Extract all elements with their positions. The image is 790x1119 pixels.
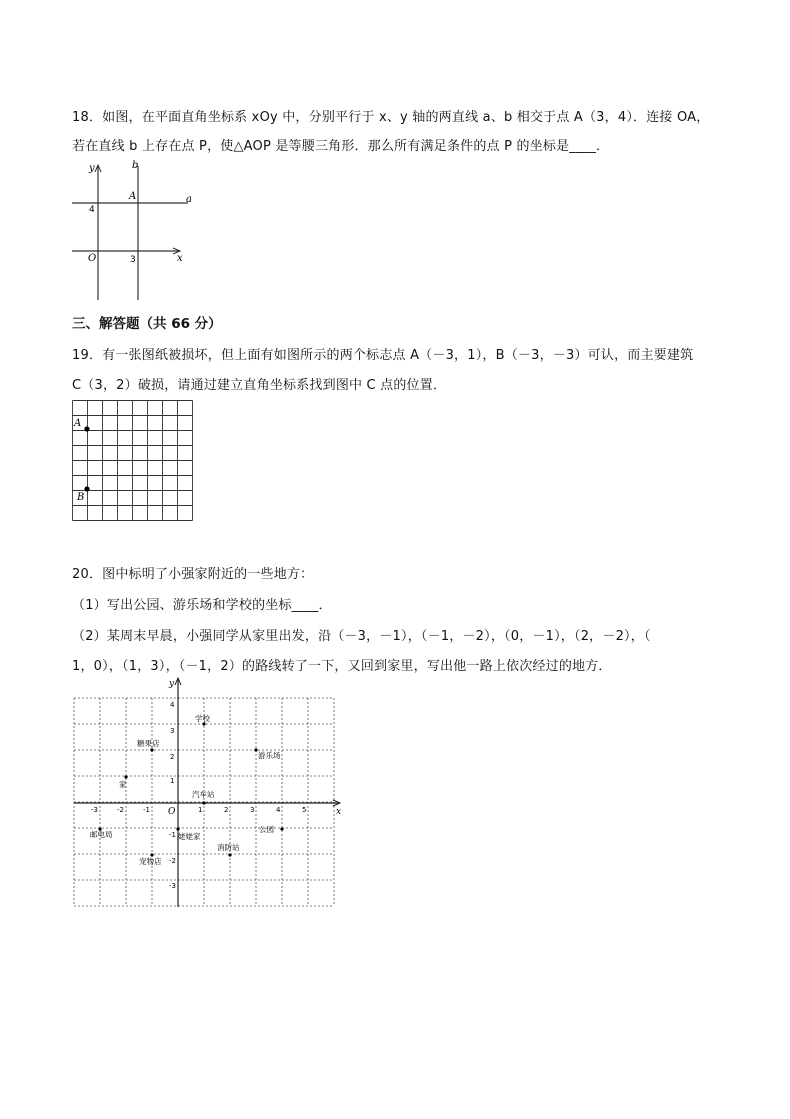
q20-label-y: y [169,679,175,689]
section-heading: 三、解答题（共 66 分） [72,316,222,332]
grandma-point [176,827,179,830]
place-fire: 消防站 [217,843,240,852]
park-point [280,827,283,830]
place-park: 公园 [259,825,274,834]
q18-label-4: 4 [89,205,95,215]
fire-point [228,853,231,856]
place-post: 邮电局 [90,830,113,839]
y-tick: 2 [170,753,175,761]
q20-origin: O [168,807,176,817]
place-grandma: 姥姥家 [178,832,201,841]
q18-label-3: 3 [130,255,136,265]
q18-text-line2: 若在直线 b 上存在点 P，使△AOP 是等腰三角形．那么所有满足条件的点 P 的坐标是____． [72,139,610,154]
q19-text-line2: C（3，2）破损，请通过建立直角坐标系找到图中 C 点的位置． [72,378,447,393]
q20-label-x: x [336,807,342,817]
q20-text-line1: 20．图中标明了小强家附近的一些地方： [72,567,314,582]
x-tick: 2 [224,806,229,814]
q20-text-line4: 1，0），（1，3），（－1，2）的路线转了一下，又回到家里，写出他一路上依次经过的地方． [72,659,612,674]
place-pet: 宠物店 [139,857,162,866]
q18-label-y: y [89,163,95,174]
q18-label-x: x [177,253,183,264]
place-school: 学校 [195,714,210,723]
place-candy: 糖果店 [137,739,160,748]
x-tick: -3 [91,806,98,814]
place-amusement: 游乐场 [258,751,281,760]
x-tick: 5 [302,806,307,814]
q20-text-line2: （1）写出公园、游乐场和学校的坐标____． [72,598,332,613]
y-tick: -3 [169,882,176,890]
q19-text-line1: 19．有一张图纸被损坏，但上面有如图所示的两个标志点 A（－3，1），B（－3，－3）可认，而主要建筑 [72,348,694,363]
point-B [84,486,89,491]
point-A [84,426,89,431]
y-tick: 3 [170,727,175,735]
x-tick: 4 [276,806,281,814]
bus-point [202,801,205,804]
q19-grid-lines [73,401,193,521]
candy-point [150,748,153,751]
x-tick: 1 [198,806,203,814]
q20-map-figure [70,674,350,910]
q18-text-line1: 18．如图，在平面直角坐标系 xOy 中，分别平行于 x、y 轴的两直线 a、b 相交于点 A（3，4）．连接 OA， [72,110,710,125]
q18-label-O: O [88,253,97,264]
place-home: 家 [119,780,127,789]
x-tick: -1 [143,806,150,814]
y-tick: -2 [169,857,176,865]
place-bus: 汽车站 [192,790,215,799]
y-tick: 4 [170,701,175,709]
y-tick: -1 [169,831,176,839]
q18-label-a: a [186,194,192,205]
y-tick: 1 [170,777,175,785]
q19-label-A: A [74,418,82,429]
q18-label-A: A [129,191,137,202]
q18-label-b: b [132,160,139,171]
x-tick: -2 [117,806,124,814]
x-tick: 3 [250,806,255,814]
home-point [124,775,127,778]
q20-text-line3: （2）某周末早晨，小强同学从家里出发，沿（－3，－1），（－1，－2），（0，－1），（2，－2），（ [72,629,651,644]
q18-figure [70,158,200,304]
q19-grid-figure [72,400,194,522]
q19-label-B: B [77,492,85,503]
